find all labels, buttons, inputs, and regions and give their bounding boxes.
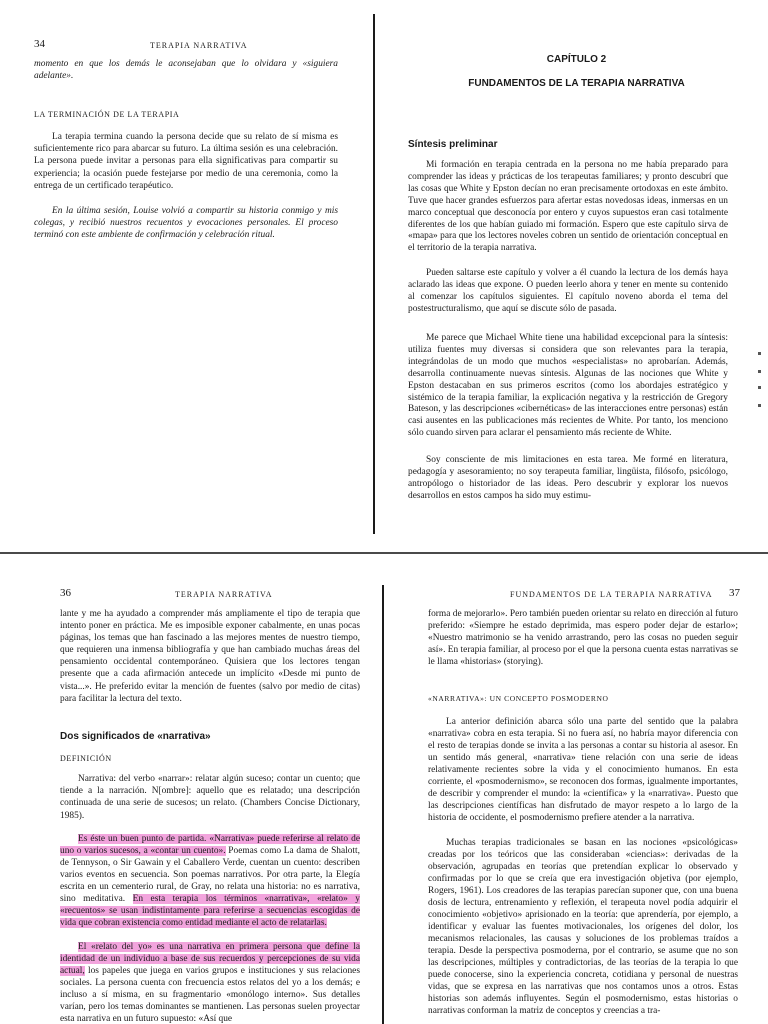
subsection-heading: DEFINICIÓN: [60, 754, 112, 763]
scan-mark: [758, 404, 761, 407]
paragraph: En la última sesión, Louise volvió a compartir su historia conmigo y mis colegas, y recibió nuestros recuentos y evocaciones personales. El proceso terminó con este ambiente de confirmación y celebración ritual.: [34, 206, 338, 241]
page-number: 34: [34, 38, 45, 50]
page-number: 36: [60, 587, 71, 599]
chapter-number: CAPÍTULO 2: [546, 54, 607, 65]
highlight: El «relato del yo» es una narrativa en primera persona que define la identidad de un individuo a base de sus recuerdos y percepciones de su vida actual,: [60, 942, 360, 976]
paragraph: La anterior definición abarca sólo una parte del sentido que la palabra «narrativa» cobra en esta terapia. Si no fuera así, no habría mayor diferencia con el resto de terapias donde se invita a las personas a contar su historia al asesor. En un sentido más general, «narrativa» tiene relación con una serie de ideas relativamente recientes sobre la vida y el conocimiento humanos. En esta corriente, el «posmodernismo», se reconocen dos formas, igualmente importantes, de describir y comprender el mundo: la «científica» y la «narrativa». Puesto que las descripciones científicas han disfrutado de mayor respeto a lo largo de la historia de occidente, el posmodernismo prefiere atender a la narrativa.: [428, 717, 738, 823]
scan-mark: [758, 386, 761, 389]
page-34: [0, 0, 384, 548]
running-header: FUNDAMENTOS DE LA TERAPIA NARRATIVA: [510, 590, 713, 599]
highlight: En esta terapia los términos «narrativa», «relato» y «recuentos» se usan indistintamente para referirse a secuencias escogidas de vida que cobran existencia como entidad mediante el acto de relatarlas.: [60, 894, 360, 928]
section-heading: LA TERMINACIÓN DE LA TERAPIA: [34, 110, 180, 119]
section-heading: Síntesis preliminar: [408, 139, 498, 150]
paragraph: Muchas terapias tradicionales se basan en las nociones «psicológicas» creadas por los teóricos que las consideraban «ciencias»: derivadas de la observación, agrupadas en teorías que pretendían explicar lo observado y confirmadas por lo que se creía que era investigación objetiva (por ejemplo, Rogers, 1961). Los creadores de las terapias parecían suponer que, con una buena dosis de lectura, entrenamiento y reflexión, el terapeuta novel podía adquirir el conocimiento «objetivo» aprisionado en la teoría: que aprendería, por ejemplo, a identificar y evaluar las fuentes motivacionales, los orígenes del dolor, los mecanismos relacionales, las causas y soluciones de los problemas traídos a terapia. Desde la perspectiva posmoderna, por el contrario, se asume que no son las descripciones, múltiples y contradictorias, de las teorías de la terapia lo que puede conocerse, sino la experiencia concreta, cotidiana y personal de nuestras vidas, que se expresa en las narrativas que nos contamos unos a otros. Estas historias son además influyentes. Según el posmodernismo, estas historias o narrativas conforman la matriz de conceptos y creencias a tra-: [428, 838, 738, 1016]
spread-divider: [0, 552, 768, 554]
dictionary-quote: Narrativa: del verbo «narrar»: relatar algún suceso; contar un cuento; que tiende a la narración. N[ombre]: aquello que es relatado; una descripción continuada de una serie de sucesos; un relato. (Chambers Concise Dictionary, 1985).: [60, 774, 360, 821]
paragraph: Es éste un buen punto de partida. «Narrativa» puede referirse al relato de uno o varios sucesos, a «contar un cuento». Poemas como La dama de Shalott, de Tennyson, o Sir Gawain y el Caballero Verde, cuentan un cuento: describen varios eventos en secuencia. Son poemas narrativos. Por otra parte, la Elegía escrita en un cementerio rural, de Gray, no relata una historia: no es narrativa, sino meditativa. En esta terapia los términos «narrativa», «relato» y «recuentos» se usan indistintamente para referirse a secuencias escogidas de vida que cobran existencia como entidad mediante el acto de relatarlas.: [60, 834, 360, 928]
highlight: Es éste un buen punto de partida. «Narrativa» puede referirse al relato de uno o varios sucesos, a «contar un cuento».: [60, 834, 360, 856]
running-header: TERAPIA NARRATIVA: [175, 590, 273, 599]
page-number: 37: [729, 587, 740, 599]
paragraph: Soy consciente de mis limitaciones en esta tarea. Me formé en literatura, pedagogía y asesoramiento; no soy terapeuta familiar, lingüista, filósofo, psicólogo, antropólogo o historiador de las ideas. Pero descubrir y explorar los nuevos desarrollos en estos campos ha sido muy estimu-: [408, 455, 728, 501]
page-36: [0, 575, 384, 1024]
section-heading: «NARRATIVA»: UN CONCEPTO POSMODERNO: [428, 694, 609, 703]
paragraph: Mi formación en terapia centrada en la persona no me había preparado para comprender las ideas y prácticas de los terapeutas familiares; y pronto descubrí que las cosas que White y Epston decían no eran precisamente ortodoxas en este ámbito. Tuve que hacer grandes esfuerzos para afertar estas novedosas ideas, inmersas en un marco conceptual que desconocía por entero y cuyos supuestos eran casi totalmente diferentes de los que habían guiado mi formación. Espero que este capítulo sirva de «mapa» para que los lectores noveles cobren un sentido de orientación conceptual en el territorio de la terapia narrativa.: [408, 160, 728, 254]
running-header: TERAPIA NARRATIVA: [150, 41, 248, 50]
paragraph: El «relato del yo» es una narrativa en primera persona que define la identidad de un individuo a base de sus recuerdos y percepciones de su vida actual, los papeles que juega en varios grupos e instituciones y sus relaciones sociales. La persona cuenta con frecuencia estos relatos del yo a los demás; e incluso a sí misma, en su fragmentario «monólogo interno». Sus detalles varían, pero los temas dominantes se mantienen. Las personas suelen proyectar esta narrativa en un futuro supuesto: «Así que: [60, 942, 360, 1024]
paragraph: La terapia termina cuando la persona decide que su relato de sí misma es suficientemente rico para abarcar su futuro. La última sesión es una celebración. La persona puede invitar a personas para ella significativas para compartir su experiencia; la ocasión puede festejarse por medio de una ceremonia, como la entrega de un certificado terapéutico.: [34, 132, 338, 191]
paragraph: momento en que los demás le aconsejaban que lo olvidara y «siguiera adelante».: [34, 59, 338, 82]
paragraph: Me parece que Michael White tiene una habilidad excepcional para la síntesis: utiliza fuentes muy diversas si considera que son relevantes para la terapia, integrándolas de un modo que muchos «especialistas» no aprobarían. Además, desarrolla continuamente nuevas síntesis. Algunas de las nociones que White y Epston destacaban en sus primeros escritos (como los abordajes estratégico y sistémico de la terapia familiar, la explicación negativa y la restricción de Gregory Bateson, y las descripciones «cibernéticas» de las interacciones entre personas) están casi ausentes en las publicaciones más recientes de White. Por tanto, los menciono sólo cuando sirven para aclarar el pensamiento más reciente de White.: [408, 333, 728, 439]
paragraph: Pueden saltarse este capítulo y volver a él cuando la lectura de los demás haya aclarado las ideas que expone. O pueden leerlo ahora y tener en mente su contenido al comenzar los capítulos siguientes. El capítulo noveno aborda el tema del postestructuralismo, que aquí se discute sólo de pasada.: [408, 268, 728, 314]
paragraph: forma de mejorarlo». Pero también pueden orientar su relato en dirección al futuro preferido: «Siempre he estado deprimida, mas espero poder dejar de estarlo»; «Nuestro matrimonio se ha venido arrastrando, pero las cosas no pueden seguir así». En terapia familiar, al proceso por el que la persona cuenta estas narrativas se le llama «historias» (storying).: [428, 609, 738, 668]
scan-mark: [758, 352, 761, 355]
paragraph: lante y me ha ayudado a comprender más ampliamente el tipo de terapia que intento poner en práctica. Me es imposible exponer cabalmente, en unas pocas páginas, los temas que han fascinado a las mejores mentes de nuestro tiempo, que requieren una inmensa bibliografía y que han cambiado muchas áreas del pensamiento occidental contemporáneo. Quisiera que los lectores tengan presente que a cada afirmación antecede un implícito «Desde mi punto de vista...». He preferido evitar la mención de fuentes (salvo por medio de citas) para facilitar la lectura del texto.: [60, 609, 360, 704]
page-37: [384, 575, 768, 1024]
chapter-title: FUNDAMENTOS DE LA TERAPIA NARRATIVA: [468, 78, 685, 89]
scan-mark: [758, 370, 761, 373]
section-heading: Dos significados de «narrativa»: [60, 731, 211, 742]
page-35: [384, 0, 768, 548]
page-gutter: [373, 14, 375, 534]
